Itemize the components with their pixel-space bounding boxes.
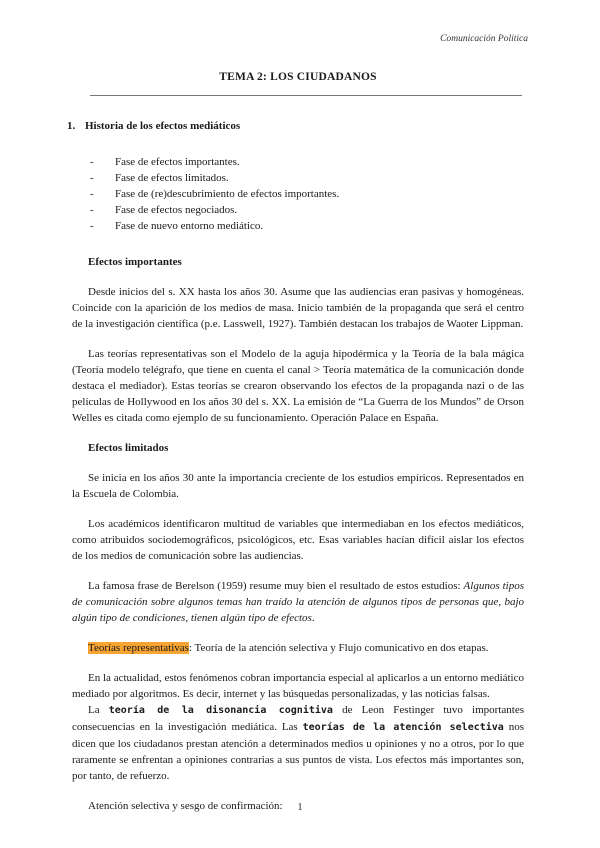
phases-list: [90, 154, 524, 234]
paragraph: Se inicia en los años 30 ante la importancia creciente de los estudios empíricos. Representados en la Escuela de Colombia.: [72, 472, 524, 500]
subheading-efectos-limitados: Efectos limitados: [88, 442, 169, 454]
paragraph: Las teorías representativas son el Modelo de la aguja hipodérmica y la Teoría de la bala mágica (Teoría modelo telégrafo, que tiene en cuenta el canal > Teoría matemática de la comunicación donde destaca el mediador). Estas teorías se crearon observando los efectos de la propaganda nazi o de las películas de Hollywood en los años 30 del s. XX. La emisión de “La Guerra de los Mundos” de Orson Welles es citada como ejemplo de su funcionamiento. Operación Palace en España.: [72, 348, 524, 424]
document-title: TEMA 2: LOS CIUDADANOS: [219, 71, 377, 83]
paragraph: Atención selectiva y sesgo de confirmación:: [88, 800, 283, 812]
highlighted-text: Teorías representativas: [88, 642, 189, 654]
section-heading-text: Historia de los efectos mediáticos: [85, 120, 241, 132]
list-bullet: -: [90, 220, 94, 232]
title-divider: [90, 95, 522, 96]
page-number: 1: [297, 802, 303, 813]
list-bullet: -: [90, 172, 94, 184]
running-header: Comunicación Política: [440, 34, 528, 44]
list-item: - Fase de efectos importantes.: [90, 156, 240, 168]
paragraph: En la actualidad, estos fenómenos cobran importancia especial al aplicarlos a un entorno mediático mediado por algoritmos. Es decir, internet y las búsquedas personalizadas, y las noticias falsas.: [72, 672, 524, 700]
section-number: 1.: [67, 120, 76, 132]
document-body: [67, 118, 524, 828]
list-item: - Fase de efectos limitados.: [90, 172, 229, 184]
term-atencion: teorías de la atención selectiva: [302, 722, 504, 733]
list-item: - Fase de efectos negociados.: [90, 204, 238, 216]
section-heading: [67, 118, 524, 134]
list-item: - Fase de nuevo entorno mediático.: [90, 220, 264, 232]
berelson-quote: Algunos tipos de comunicación sobre algunos temas han traído la atención de algunos tipos de personas que, bajo algún tipo de condiciones, tienen algún tipo de efectos: [72, 580, 524, 624]
paragraph-disonancia: La teoría de la disonancia cognitiva de Leon Festinger tuvo importantes consecuencias en la investigación mediática. Las teorías de la atención selectiva nos dicen que los ciudadanos prestan atención a determinados medios u opiniones y no a otros, por lo que raramente se enfrentan a opiniones contrarias a sus puntos de vista. Los efectos más importantes son, por tanto, de refuerzo.: [72, 704, 524, 782]
list-bullet: -: [90, 156, 94, 168]
paragraph-berelson: La famosa frase de Berelson (1959) resume muy bien el resultado de estos estudios: Algunos tipos de comunicación sobre algunos temas han traído la atención de algunos tipos de personas que, bajo algún tipo de condiciones, tienen algún tipo de efectos.: [72, 580, 524, 624]
paragraph: Desde inicios del s. XX hasta los años 30. Asume que las audiencias eran pasivas y homogéneas. Coincide con la aparición de los medios de masa. Inicio también de la propaganda que será el centro de la investigación científica (p.e. Lasswell, 1927). También destacan los trabajos de Waoter Lippman.: [72, 286, 524, 330]
list-bullet: -: [90, 188, 94, 200]
paragraph: Los académicos identificaron multitud de variables que intermediaban en los efectos mediáticos, como atribuidos sociodemográficos, psicológicos, etc. Esas variables hacían difícil aislar los efectos de los medios de comunicación sobre las audiencias.: [72, 518, 524, 562]
paragraph-teorias: Teorías representativas: Teoría de la atención selectiva y Flujo comunicativo en dos etapas.: [88, 642, 489, 654]
term-disonancia: teoría de la disonancia cognitiva: [108, 705, 333, 716]
subheading-efectos-importantes: Efectos importantes: [88, 256, 182, 268]
list-bullet: -: [90, 204, 94, 216]
list-item: - Fase de (re)descubrimiento de efectos importantes.: [90, 188, 340, 200]
